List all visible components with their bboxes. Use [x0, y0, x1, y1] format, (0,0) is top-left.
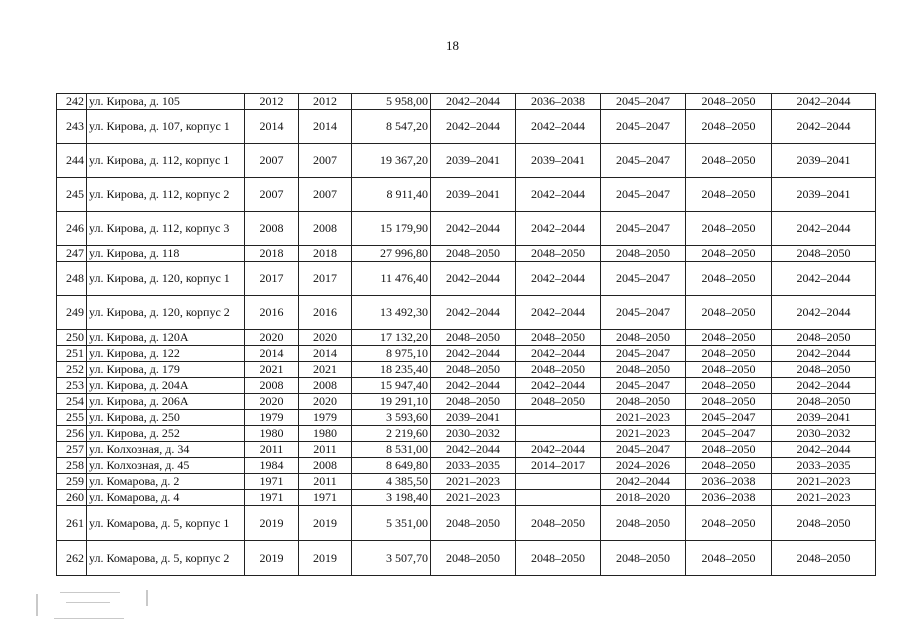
address-cell: ул. Кирова, д. 120, корпус 1 [87, 262, 245, 296]
year-commissioned-cell: 1979 [299, 410, 352, 426]
period-2-cell: 2048–2050 [516, 541, 601, 576]
year-commissioned-cell: 2014 [299, 346, 352, 362]
year-commissioned-cell: 2018 [299, 246, 352, 262]
period-5-cell: 2048–2050 [772, 394, 876, 410]
period-1-cell: 2039–2041 [431, 178, 516, 212]
row-number: 262 [57, 541, 87, 576]
period-1-cell: 2048–2050 [431, 362, 516, 378]
year-commissioned-cell: 2014 [299, 110, 352, 144]
year-built-cell: 1971 [245, 490, 299, 506]
row-number: 252 [57, 362, 87, 378]
table-row [57, 490, 876, 506]
area-cell: 8 531,00 [352, 442, 431, 458]
year-built-cell: 2019 [245, 506, 299, 541]
period-5-cell: 2030–2032 [772, 426, 876, 442]
period-2-cell: 2042–2044 [516, 212, 601, 246]
period-5-cell: 2048–2050 [772, 506, 876, 541]
period-1-cell: 2021–2023 [431, 490, 516, 506]
period-2-cell: 2048–2050 [516, 506, 601, 541]
address-cell: ул. Кирова, д. 120, корпус 2 [87, 296, 245, 330]
row-number: 254 [57, 394, 87, 410]
page-number: 18 [446, 38, 459, 53]
period-5-cell: 2042–2044 [772, 378, 876, 394]
table-row [57, 246, 876, 262]
address-cell: ул. Кирова, д. 118 [87, 246, 245, 262]
period-2-cell: 2042–2044 [516, 262, 601, 296]
period-5-cell: 2039–2041 [772, 410, 876, 426]
area-cell: 8 911,40 [352, 178, 431, 212]
year-commissioned-cell: 2007 [299, 178, 352, 212]
period-4-cell: 2048–2050 [686, 394, 772, 410]
period-5-cell: 2042–2044 [772, 296, 876, 330]
year-built-cell: 1984 [245, 458, 299, 474]
period-4-cell: 2048–2050 [686, 94, 772, 110]
table-row [57, 458, 876, 474]
area-cell: 3 593,60 [352, 410, 431, 426]
address-cell: ул. Кирова, д. 120А [87, 330, 245, 346]
area-cell: 13 492,30 [352, 296, 431, 330]
period-5-cell: 2021–2023 [772, 490, 876, 506]
table-row [57, 378, 876, 394]
table-row [57, 426, 876, 442]
address-cell: ул. Кирова, д. 250 [87, 410, 245, 426]
period-2-cell [516, 410, 601, 426]
year-built-cell: 2017 [245, 262, 299, 296]
year-built-cell: 2020 [245, 394, 299, 410]
scan-artifact [36, 588, 156, 628]
period-1-cell: 2048–2050 [431, 506, 516, 541]
period-2-cell: 2048–2050 [516, 246, 601, 262]
year-built-cell: 2007 [245, 144, 299, 178]
period-2-cell: 2042–2044 [516, 178, 601, 212]
period-2-cell: 2042–2044 [516, 378, 601, 394]
year-commissioned-cell: 2021 [299, 362, 352, 378]
table-row [57, 541, 876, 576]
table-row [57, 410, 876, 426]
period-2-cell: 2042–2044 [516, 442, 601, 458]
address-cell: ул. Комарова, д. 2 [87, 474, 245, 490]
period-5-cell: 2048–2050 [772, 362, 876, 378]
address-cell: ул. Кирова, д. 105 [87, 94, 245, 110]
address-cell: ул. Кирова, д. 179 [87, 362, 245, 378]
table-row [57, 296, 876, 330]
period-3-cell: 2048–2050 [601, 541, 686, 576]
table-row [57, 110, 876, 144]
year-commissioned-cell: 1980 [299, 426, 352, 442]
period-3-cell: 2048–2050 [601, 506, 686, 541]
period-1-cell: 2039–2041 [431, 410, 516, 426]
address-cell: ул. Кирова, д. 204А [87, 378, 245, 394]
period-3-cell: 2048–2050 [601, 246, 686, 262]
year-commissioned-cell: 2019 [299, 541, 352, 576]
table-body [57, 94, 876, 576]
period-3-cell: 2045–2047 [601, 378, 686, 394]
period-4-cell: 2048–2050 [686, 330, 772, 346]
area-cell: 5 351,00 [352, 506, 431, 541]
table-row [57, 442, 876, 458]
period-1-cell: 2048–2050 [431, 394, 516, 410]
period-4-cell: 2048–2050 [686, 144, 772, 178]
area-cell: 8 547,20 [352, 110, 431, 144]
address-cell: ул. Кирова, д. 112, корпус 1 [87, 144, 245, 178]
period-2-cell: 2042–2044 [516, 346, 601, 362]
year-built-cell: 2014 [245, 346, 299, 362]
period-5-cell: 2039–2041 [772, 178, 876, 212]
period-4-cell: 2048–2050 [686, 110, 772, 144]
period-2-cell: 2048–2050 [516, 394, 601, 410]
period-3-cell: 2045–2047 [601, 296, 686, 330]
row-number: 258 [57, 458, 87, 474]
period-4-cell: 2048–2050 [686, 458, 772, 474]
period-1-cell: 2042–2044 [431, 442, 516, 458]
period-4-cell: 2045–2047 [686, 410, 772, 426]
period-1-cell: 2033–2035 [431, 458, 516, 474]
address-cell: ул. Кирова, д. 252 [87, 426, 245, 442]
period-4-cell: 2045–2047 [686, 426, 772, 442]
period-4-cell: 2048–2050 [686, 362, 772, 378]
row-number: 260 [57, 490, 87, 506]
period-2-cell: 2014–2017 [516, 458, 601, 474]
period-3-cell: 2024–2026 [601, 458, 686, 474]
area-cell: 8 649,80 [352, 458, 431, 474]
period-2-cell: 2042–2044 [516, 110, 601, 144]
area-cell: 8 975,10 [352, 346, 431, 362]
year-built-cell: 2012 [245, 94, 299, 110]
period-1-cell: 2042–2044 [431, 94, 516, 110]
period-2-cell: 2048–2050 [516, 362, 601, 378]
row-number: 255 [57, 410, 87, 426]
period-2-cell: 2036–2038 [516, 94, 601, 110]
period-3-cell: 2048–2050 [601, 330, 686, 346]
year-built-cell: 2007 [245, 178, 299, 212]
period-5-cell: 2048–2050 [772, 246, 876, 262]
table-row [57, 330, 876, 346]
period-1-cell: 2042–2044 [431, 378, 516, 394]
area-cell: 19 367,20 [352, 144, 431, 178]
area-cell: 2 219,60 [352, 426, 431, 442]
period-1-cell: 2048–2050 [431, 541, 516, 576]
address-cell: ул. Комарова, д. 4 [87, 490, 245, 506]
year-commissioned-cell: 1971 [299, 490, 352, 506]
area-cell: 19 291,10 [352, 394, 431, 410]
period-5-cell: 2042–2044 [772, 442, 876, 458]
table-row [57, 474, 876, 490]
table-row [57, 212, 876, 246]
row-number: 251 [57, 346, 87, 362]
year-built-cell: 2008 [245, 212, 299, 246]
year-built-cell: 2018 [245, 246, 299, 262]
address-cell: ул. Кирова, д. 206А [87, 394, 245, 410]
period-1-cell: 2042–2044 [431, 296, 516, 330]
period-5-cell: 2048–2050 [772, 541, 876, 576]
area-cell: 18 235,40 [352, 362, 431, 378]
year-built-cell: 2019 [245, 541, 299, 576]
period-1-cell: 2048–2050 [431, 330, 516, 346]
period-5-cell: 2042–2044 [772, 346, 876, 362]
row-number: 249 [57, 296, 87, 330]
row-number: 244 [57, 144, 87, 178]
period-4-cell: 2048–2050 [686, 346, 772, 362]
year-commissioned-cell: 2008 [299, 378, 352, 394]
period-3-cell: 2045–2047 [601, 110, 686, 144]
row-number: 243 [57, 110, 87, 144]
period-4-cell: 2036–2038 [686, 490, 772, 506]
period-2-cell [516, 474, 601, 490]
year-commissioned-cell: 2020 [299, 394, 352, 410]
period-2-cell: 2039–2041 [516, 144, 601, 178]
row-number: 256 [57, 426, 87, 442]
year-built-cell: 2014 [245, 110, 299, 144]
period-1-cell: 2042–2044 [431, 110, 516, 144]
period-4-cell: 2048–2050 [686, 296, 772, 330]
address-cell: ул. Кирова, д. 122 [87, 346, 245, 362]
period-1-cell: 2042–2044 [431, 346, 516, 362]
year-commissioned-cell: 2019 [299, 506, 352, 541]
row-number: 257 [57, 442, 87, 458]
period-5-cell: 2048–2050 [772, 330, 876, 346]
year-built-cell: 2016 [245, 296, 299, 330]
row-number: 259 [57, 474, 87, 490]
row-number: 245 [57, 178, 87, 212]
period-4-cell: 2048–2050 [686, 262, 772, 296]
year-commissioned-cell: 2008 [299, 212, 352, 246]
period-4-cell: 2048–2050 [686, 378, 772, 394]
period-3-cell: 2045–2047 [601, 346, 686, 362]
period-5-cell: 2042–2044 [772, 110, 876, 144]
period-3-cell: 2018–2020 [601, 490, 686, 506]
period-4-cell: 2048–2050 [686, 178, 772, 212]
period-3-cell: 2045–2047 [601, 262, 686, 296]
period-5-cell: 2042–2044 [772, 262, 876, 296]
area-cell: 17 132,20 [352, 330, 431, 346]
period-3-cell: 2021–2023 [601, 426, 686, 442]
address-cell: ул. Колхозная, д. 34 [87, 442, 245, 458]
period-2-cell: 2048–2050 [516, 330, 601, 346]
table-row [57, 506, 876, 541]
period-3-cell: 2048–2050 [601, 362, 686, 378]
year-commissioned-cell: 2017 [299, 262, 352, 296]
year-built-cell: 2011 [245, 442, 299, 458]
row-number: 250 [57, 330, 87, 346]
year-built-cell: 1971 [245, 474, 299, 490]
period-3-cell: 2045–2047 [601, 212, 686, 246]
table-row [57, 362, 876, 378]
row-number: 261 [57, 506, 87, 541]
period-4-cell: 2048–2050 [686, 212, 772, 246]
area-cell: 4 385,50 [352, 474, 431, 490]
period-5-cell: 2039–2041 [772, 144, 876, 178]
address-cell: ул. Кирова, д. 107, корпус 1 [87, 110, 245, 144]
year-built-cell: 2020 [245, 330, 299, 346]
year-commissioned-cell: 2012 [299, 94, 352, 110]
area-cell: 15 947,40 [352, 378, 431, 394]
period-4-cell: 2048–2050 [686, 506, 772, 541]
table-row [57, 94, 876, 110]
period-4-cell: 2048–2050 [686, 541, 772, 576]
row-number: 253 [57, 378, 87, 394]
period-1-cell: 2030–2032 [431, 426, 516, 442]
year-commissioned-cell: 2020 [299, 330, 352, 346]
area-cell: 27 996,80 [352, 246, 431, 262]
row-number: 247 [57, 246, 87, 262]
period-3-cell: 2042–2044 [601, 474, 686, 490]
period-3-cell: 2021–2023 [601, 410, 686, 426]
area-cell: 3 507,70 [352, 541, 431, 576]
year-built-cell: 1979 [245, 410, 299, 426]
period-3-cell: 2048–2050 [601, 394, 686, 410]
address-cell: ул. Кирова, д. 112, корпус 3 [87, 212, 245, 246]
period-4-cell: 2048–2050 [686, 442, 772, 458]
area-cell: 5 958,00 [352, 94, 431, 110]
period-1-cell: 2048–2050 [431, 246, 516, 262]
period-5-cell: 2042–2044 [772, 212, 876, 246]
period-1-cell: 2021–2023 [431, 474, 516, 490]
row-number: 242 [57, 94, 87, 110]
period-3-cell: 2045–2047 [601, 144, 686, 178]
year-commissioned-cell: 2016 [299, 296, 352, 330]
year-commissioned-cell: 2008 [299, 458, 352, 474]
table-row [57, 394, 876, 410]
address-cell: ул. Колхозная, д. 45 [87, 458, 245, 474]
table-row [57, 262, 876, 296]
period-3-cell: 2045–2047 [601, 442, 686, 458]
table-row [57, 144, 876, 178]
table-row [57, 346, 876, 362]
area-cell: 11 476,40 [352, 262, 431, 296]
area-cell: 3 198,40 [352, 490, 431, 506]
period-5-cell: 2033–2035 [772, 458, 876, 474]
area-cell: 15 179,90 [352, 212, 431, 246]
row-number: 248 [57, 262, 87, 296]
period-4-cell: 2036–2038 [686, 474, 772, 490]
period-5-cell: 2021–2023 [772, 474, 876, 490]
address-cell: ул. Кирова, д. 112, корпус 2 [87, 178, 245, 212]
year-commissioned-cell: 2007 [299, 144, 352, 178]
year-built-cell: 2021 [245, 362, 299, 378]
row-number: 246 [57, 212, 87, 246]
year-built-cell: 1980 [245, 426, 299, 442]
period-2-cell [516, 490, 601, 506]
period-2-cell: 2042–2044 [516, 296, 601, 330]
table-row [57, 178, 876, 212]
building-registry-table [56, 93, 876, 576]
address-cell: ул. Комарова, д. 5, корпус 1 [87, 506, 245, 541]
period-4-cell: 2048–2050 [686, 246, 772, 262]
period-1-cell: 2039–2041 [431, 144, 516, 178]
year-commissioned-cell: 2011 [299, 442, 352, 458]
period-3-cell: 2045–2047 [601, 94, 686, 110]
year-commissioned-cell: 2011 [299, 474, 352, 490]
period-1-cell: 2042–2044 [431, 262, 516, 296]
period-1-cell: 2042–2044 [431, 212, 516, 246]
period-3-cell: 2045–2047 [601, 178, 686, 212]
year-built-cell: 2008 [245, 378, 299, 394]
address-cell: ул. Комарова, д. 5, корпус 2 [87, 541, 245, 576]
period-2-cell [516, 426, 601, 442]
period-5-cell: 2042–2044 [772, 94, 876, 110]
